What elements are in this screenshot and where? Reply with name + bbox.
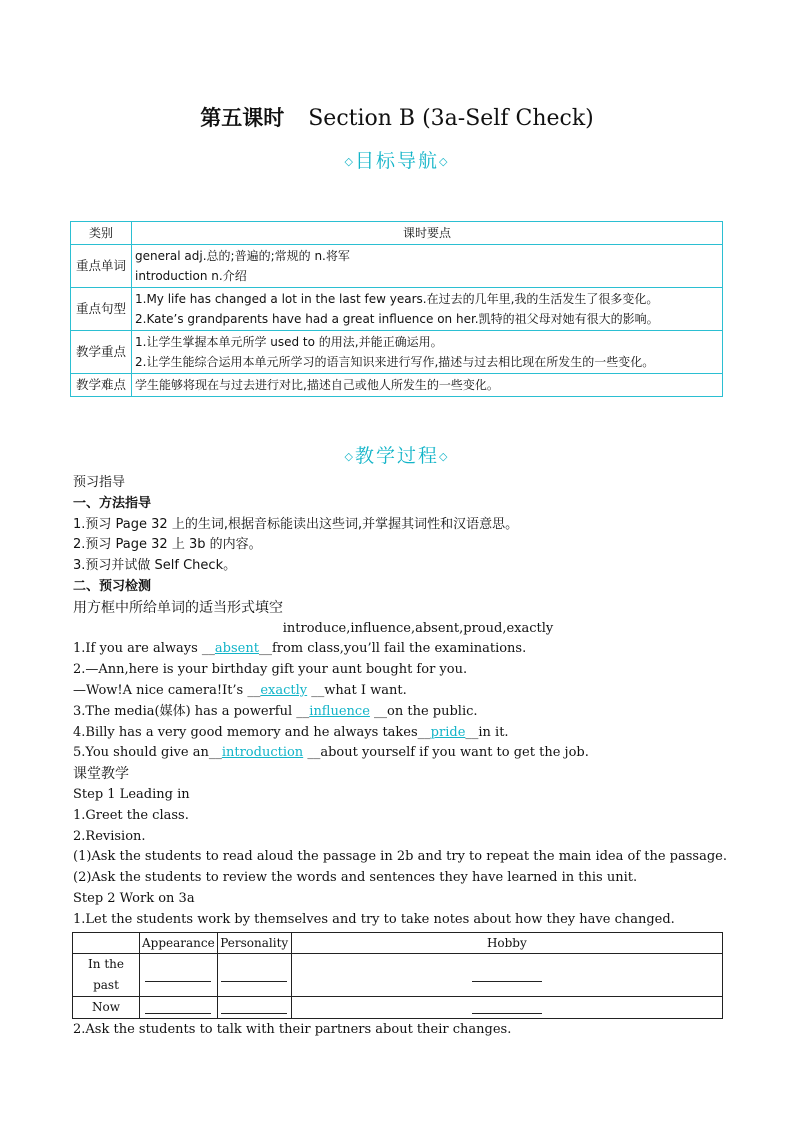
table-header-row	[73, 932, 723, 954]
title-english: Section B (3a-Self Check)	[308, 106, 594, 131]
exercise-text: 1.If you are always __	[73, 641, 215, 657]
table-header: Personality	[217, 932, 291, 954]
section-heading-goals	[0, 146, 794, 173]
exercise-text: 5.You should give an__	[73, 745, 222, 761]
table-row	[71, 245, 723, 288]
exercise-item	[73, 660, 723, 681]
table-cell-blank[interactable]	[140, 954, 218, 997]
content-line: 1.让学生掌握本单元所学 used to 的用法,并能正确运用。	[135, 335, 443, 349]
table-row	[71, 374, 723, 397]
table-header-points: 课时要点	[132, 222, 723, 245]
table-cell-content	[132, 331, 723, 374]
table-row	[71, 288, 723, 331]
table-row	[73, 954, 723, 997]
table-row	[71, 331, 723, 374]
list-item: 2.Revision.	[73, 828, 146, 844]
exercise-text: 3.The media(媒体) has a powerful __	[73, 703, 310, 719]
content-line: 学生能够将现在与过去进行对比,描述自己或他人所发生的一些变化。	[135, 378, 499, 392]
answer-blank: exactly	[260, 682, 308, 698]
table-cell-content	[132, 374, 723, 397]
table-header-category: 类别	[71, 222, 132, 245]
table-header	[73, 932, 140, 954]
table-cell-category: 教学难点	[71, 374, 132, 397]
diamond-icon: ◇	[439, 155, 450, 168]
title-chinese: 第五课时	[200, 106, 285, 130]
answer-blank: pride	[430, 724, 466, 740]
check-instruction: 用方框中所给单词的适当形式填空	[73, 599, 283, 616]
table-cell-blank[interactable]	[217, 996, 291, 1018]
lesson-body	[73, 473, 727, 1041]
list-item: 2.Ask the students to talk with their partners about their changes.	[73, 1021, 512, 1037]
table-cell-blank[interactable]	[217, 954, 291, 997]
exercise-text: __on the public.	[369, 703, 478, 719]
diamond-icon: ◇	[344, 155, 355, 168]
table-cell-category: 重点单词	[71, 245, 132, 288]
table-cell-blank[interactable]	[291, 954, 722, 997]
check-heading: 二、预习检测	[73, 578, 152, 594]
content-line: introduction n.介绍	[135, 269, 247, 283]
exercise-item	[73, 639, 723, 660]
content-line: 2.Kate’s grandparents have had a great influence on her.凯特的祖父母对她有很大的影响。	[135, 312, 659, 326]
section-heading-label: 教学过程	[354, 445, 439, 467]
content-line: 1.My life has changed a lot in the last few years.在过去的几年里,我的生活发生了很多变化。	[135, 292, 659, 306]
answer-blank: absent	[214, 641, 259, 657]
list-item: 1.Greet the class.	[73, 807, 189, 823]
exercise-text: __in it.	[465, 724, 509, 740]
changes-table	[72, 932, 723, 1019]
exercise-text: __from class,you’ll fail the examinations.	[258, 641, 527, 657]
goals-table	[70, 221, 723, 397]
exercise-text: __what I want.	[307, 682, 407, 698]
table-row-label: Now	[73, 996, 140, 1018]
list-item: 1.Let the students work by themselves and try to take notes about how they have changed.	[73, 911, 675, 927]
answer-blank: introduction	[221, 745, 304, 761]
list-item: (1)Ask the students to read aloud the passage in 2b and try to repeat the main idea of the passage.	[73, 849, 727, 865]
content-line: 2.让学生能综合运用本单元所学习的语言知识来进行写作,描述与过去相比现在所发生的一些变化。	[135, 355, 655, 369]
exercise-text: __about yourself if you want to get the job.	[303, 745, 589, 761]
word-box: introduce,influence,absent,proud,exactly	[282, 620, 554, 636]
section-heading-label: 目标导航	[354, 150, 439, 172]
list-item: 2.预习 Page 32 上 3b 的内容。	[73, 537, 262, 553]
table-header: Hobby	[291, 932, 722, 954]
table-cell-content	[132, 288, 723, 331]
class-heading: 课堂教学	[73, 766, 129, 783]
exercise-text: 4.Billy has a very good memory and he always takes__	[73, 724, 431, 740]
table-cell-blank[interactable]	[291, 996, 722, 1018]
table-header-row	[71, 222, 723, 245]
exercise-item	[73, 723, 723, 744]
step-heading: Step 1 Leading in	[73, 786, 190, 802]
answer-blank: influence	[309, 703, 370, 719]
table-header: Appearance	[140, 932, 218, 954]
table-cell-content	[132, 245, 723, 288]
table-row-label: In the past	[73, 954, 140, 997]
exercise-text: 2.—Ann,here is your birthday gift your aunt bought for you.	[73, 662, 468, 678]
list-item: (2)Ask the students to review the words and sentences they have learned in this unit.	[73, 870, 638, 886]
list-item: 3.预习并试做 Self Check。	[73, 558, 237, 574]
table-cell-category: 重点句型	[71, 288, 132, 331]
step-heading: Step 2 Work on 3a	[73, 890, 195, 906]
section-heading-process	[0, 441, 794, 468]
table-row	[73, 996, 723, 1018]
diamond-icon: ◇	[439, 450, 450, 463]
page-title	[0, 104, 794, 133]
exercise-item	[73, 743, 723, 764]
method-heading: 一、方法指导	[73, 495, 152, 511]
preview-heading: 预习指导	[73, 475, 126, 490]
diamond-icon: ◇	[344, 450, 355, 463]
table-cell-blank[interactable]	[140, 996, 218, 1018]
exercise-item	[73, 702, 723, 723]
list-item: 1.预习 Page 32 上的生词,根据音标能读出这些词,并掌握其词性和汉语意思。	[73, 516, 519, 532]
exercise-text: —Wow!A nice camera!It’s __	[73, 682, 261, 698]
exercise-item	[73, 681, 723, 702]
table-cell-category: 教学重点	[71, 331, 132, 374]
content-line: general adj.总的;普遍的;常规的 n.将军	[135, 249, 350, 263]
